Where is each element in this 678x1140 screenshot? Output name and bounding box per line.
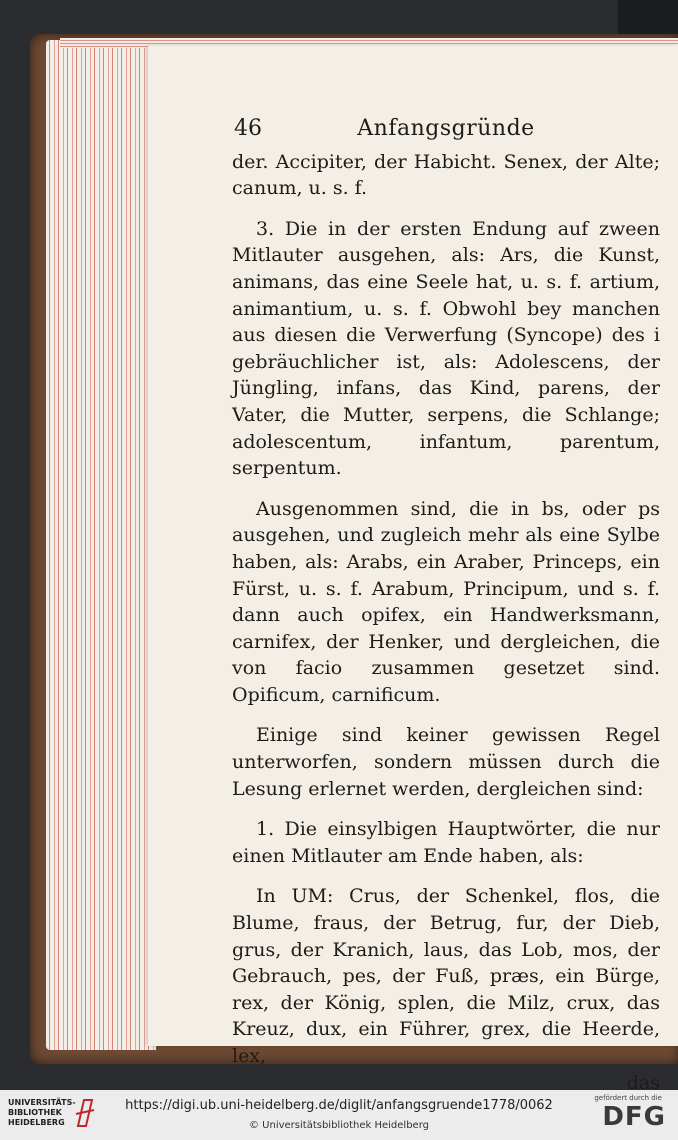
paragraph: Ausgenommen sind, die in bs, oder ps ausgehen, und zugleich mehr als eine Sylbe haben, als: Arabs, ein Araber, Princeps, ein Fürst, u. s. f. Arabum, Principum, und s. f. dann auch opifex, ein Handwerksmann, carnifex, der Henker, und dergleichen, die von facio zusammen gesetzet sind. Opificum, carnificum. — [232, 497, 660, 706]
paragraph: der. Accipiter, der Habicht. Senex, der Alte; canum, u. s. f. — [232, 150, 660, 200]
page-url[interactable]: https://digi.ub.uni-heidelberg.de/diglit/anfangsgruende1778/0062 — [125, 1098, 553, 1113]
book-page — [148, 46, 678, 1090]
paragraph: 3. Die in der ersten Endung auf zween Mitlauter ausgehen, als: Ars, die Kunst, animans, das eine Seele hat, u. s. f. artium, animantium, u. s. f. Obwohl bey manchen aus diesen die Verwerfung (Syncope) des i gebräuchlicher ist, als: Adolescens, der Jüngling, infans, das Kind, parens, der Vater, die Mutter, serpens, die Schlange; adolescentum, infantum, parentum, serpentum. — [232, 217, 660, 480]
page-edges — [46, 40, 156, 1050]
library-name-line: UNIVERSITÄTS- — [8, 1098, 76, 1107]
viewer-footer — [0, 1090, 678, 1140]
copyright-notice: © Universitätsbibliothek Heidelberg — [248, 1120, 429, 1131]
paragraph: 1. Die einsylbigen Hauptwörter, die nur einen Mitlauter am Ende haben, als: — [232, 818, 660, 867]
dfg-logo[interactable]: DFG — [602, 1102, 666, 1132]
running-title: Anfangsgründe — [357, 116, 535, 141]
library-name-line: BIBLIOTHEK — [8, 1108, 62, 1117]
library-name-line: HEIDELBERG — [8, 1118, 65, 1127]
page-text — [232, 116, 660, 1090]
page-number: 46 — [234, 116, 262, 141]
page-header — [232, 116, 660, 143]
paragraph: In UM: Crus, der Schenkel, flos, die Blume, fraus, der Betrug, fur, der Dieb, grus, der Kranich, laus, das Lob, mos, der Gebrauch, pes, der Fuß, præs, ein Bürge, rex, der König, splen, die Milz, crux, das Kreuz, dux, ein Führer, grex, die Heerde, lex, — [232, 885, 660, 1067]
paragraph: Einige sind keiner gewissen Regel unterworfen, sondern müssen durch die Lesung erlernet werden, dergleichen sind: — [232, 724, 660, 800]
catchword: das — [626, 1071, 660, 1090]
funder-note: gefördert durch die — [594, 1094, 662, 1102]
